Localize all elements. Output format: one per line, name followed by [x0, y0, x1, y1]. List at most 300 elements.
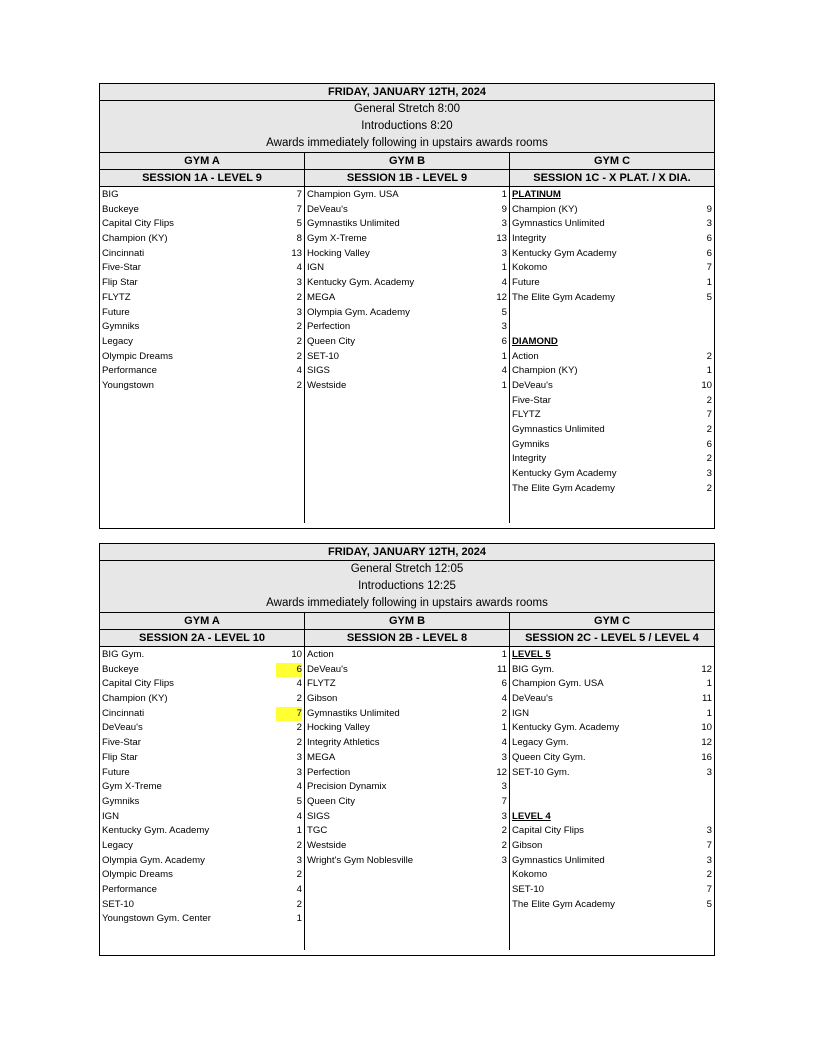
athlete-count: 1 [501, 189, 507, 200]
team-name: Queen City [307, 795, 355, 807]
team-row [510, 854, 714, 869]
gym-column [509, 187, 714, 523]
team-row [100, 306, 304, 321]
team-name: Legacy Gym. [512, 737, 569, 749]
team-name: Champion (KY) [512, 203, 578, 215]
athlete-count: 6 [706, 233, 712, 245]
team-row [100, 335, 304, 350]
team-row [305, 721, 509, 736]
schedule-header [100, 84, 714, 152]
athlete-count: 6 [276, 663, 302, 678]
athlete-count: 2 [296, 869, 302, 881]
athlete-count: 2 [501, 707, 507, 719]
gym-column [100, 647, 304, 950]
team-row [100, 707, 304, 722]
team-name: SET-10 [102, 898, 134, 910]
gym-column [304, 187, 509, 523]
team-row [305, 648, 509, 663]
athlete-count: 4 [501, 365, 507, 377]
team-name: Five-Star [512, 394, 551, 406]
athlete-count: 7 [706, 839, 712, 851]
team-row [510, 736, 714, 751]
team-row [510, 291, 714, 306]
level-heading [510, 810, 714, 825]
team-name: Gym X-Treme [102, 781, 162, 793]
team-name: FLYTZ [512, 409, 541, 421]
team-name: Champion Gym. USA [512, 678, 604, 690]
team-row [510, 408, 714, 423]
team-name: Integrity Athletics [307, 737, 380, 749]
team-row [510, 423, 714, 438]
athlete-count: 2 [706, 394, 712, 406]
team-name: Gymniks [102, 321, 140, 333]
team-row [100, 291, 304, 306]
team-name: PLATINUM [512, 189, 561, 200]
team-row [100, 912, 304, 927]
team-name: FLYTZ [307, 678, 336, 690]
athlete-count: 10 [291, 649, 302, 660]
team-name: Hocking Valley [307, 722, 370, 734]
team-name: IGN [307, 262, 325, 274]
session-columns [100, 186, 714, 523]
blank-row [510, 795, 714, 810]
team-row [305, 824, 509, 839]
athlete-count: 7 [296, 189, 302, 200]
athlete-count: 5 [706, 898, 712, 910]
team-name: Gymnastics Unlimited [512, 218, 605, 230]
team-name: Capital City Flips [102, 678, 174, 690]
athlete-count [698, 810, 712, 825]
gym-header-row [100, 152, 714, 169]
level-heading [510, 648, 714, 663]
athlete-count: 10 [701, 722, 712, 734]
team-row [305, 692, 509, 707]
team-row [510, 898, 714, 913]
athlete-count: 4 [296, 678, 302, 690]
schedule-date-title: FRIDAY, JANUARY 12TH, 2024 [100, 84, 714, 101]
team-name: DeVeau's [307, 663, 348, 675]
athlete-count: 3 [501, 751, 507, 763]
team-name: LEVEL 4 [512, 810, 551, 822]
athlete-count: 3 [706, 766, 712, 778]
athlete-count: 3 [501, 247, 507, 259]
team-name: Gymniks [102, 795, 140, 807]
team-name: BIG Gym. [512, 663, 555, 675]
athlete-count: 3 [296, 751, 302, 763]
team-row [305, 736, 509, 751]
team-row [305, 247, 509, 262]
team-name: Action [512, 350, 539, 362]
team-name: Olympia Gym. Academy [307, 306, 410, 318]
athlete-count: 3 [706, 854, 712, 866]
team-row [510, 364, 714, 379]
gym-column [509, 647, 714, 950]
team-name: Kokomo [512, 262, 548, 274]
team-row [510, 276, 714, 291]
athlete-count: 4 [501, 737, 507, 749]
team-row [510, 677, 714, 692]
gym-header: GYM B [304, 153, 509, 169]
team-row [100, 217, 304, 232]
athlete-count: 4 [296, 884, 302, 895]
team-name: Precision Dynamix [307, 781, 387, 793]
session-header: SESSION 1C - X PLAT. / X DIA. [509, 170, 714, 186]
athlete-count: 16 [701, 751, 712, 763]
team-row [510, 467, 714, 482]
athlete-count: 3 [706, 825, 712, 837]
team-row [100, 795, 304, 810]
blank-row [510, 780, 714, 795]
team-row [100, 854, 304, 869]
schedule-header [100, 544, 714, 612]
athlete-count: 4 [296, 365, 302, 377]
athlete-count: 6 [706, 247, 712, 259]
team-row [100, 276, 304, 291]
team-name: Olympia Gym. Academy [102, 854, 205, 866]
team-name: Champion (KY) [512, 365, 578, 377]
athlete-count: 4 [501, 693, 507, 705]
athlete-count: 2 [296, 291, 302, 303]
athlete-count: 2 [501, 839, 507, 851]
athlete-count: 11 [702, 693, 712, 705]
team-name: Cincinnati [102, 707, 145, 719]
athlete-count: 7 [706, 884, 712, 895]
team-row [100, 810, 304, 825]
team-row [100, 839, 304, 854]
schedule-info-line: Introductions 8:20 [361, 120, 453, 132]
team-row [510, 247, 714, 262]
athlete-count: 1 [706, 277, 712, 289]
athlete-count: 6 [706, 438, 712, 450]
team-row [510, 692, 714, 707]
team-row [305, 335, 509, 350]
team-row [305, 276, 509, 291]
athlete-count: 3 [501, 854, 507, 866]
gym-column [100, 187, 304, 523]
team-name: Capital City Flips [102, 218, 174, 230]
athlete-count: 13 [291, 247, 302, 259]
session-header: SESSION 2A - LEVEL 10 [139, 632, 265, 644]
team-name: Gymnastics Unlimited [512, 854, 605, 866]
team-name: Gym X-Treme [307, 233, 367, 245]
team-row [305, 203, 509, 218]
athlete-count: 3 [501, 781, 507, 793]
team-row [100, 648, 304, 663]
team-row [100, 868, 304, 883]
athlete-count: 11 [497, 663, 507, 675]
team-row [100, 320, 304, 335]
team-row [510, 261, 714, 276]
team-row [305, 677, 509, 692]
team-name: Perfection [307, 321, 351, 333]
team-name: LEVEL 5 [512, 649, 551, 660]
team-name: DIAMOND [512, 335, 558, 347]
team-row [100, 692, 304, 707]
team-name: Champion Gym. USA [307, 189, 399, 200]
team-row [100, 203, 304, 218]
athlete-count: 5 [296, 795, 302, 807]
team-name: Kokomo [512, 869, 548, 881]
athlete-count: 2 [706, 350, 712, 362]
athlete-count: 2 [706, 869, 712, 881]
athlete-count: 8 [296, 233, 302, 245]
gym-header-row [100, 612, 714, 629]
team-row [510, 766, 714, 781]
team-name: Integrity [512, 453, 547, 465]
team-name: SIGS [307, 810, 330, 822]
team-row [100, 261, 304, 276]
team-name: Westside [307, 379, 347, 391]
team-name: Gibson [512, 839, 543, 851]
session-header: SESSION 1B - LEVEL 9 [304, 170, 509, 186]
athlete-count: 7 [296, 203, 302, 215]
team-name: Future [102, 306, 130, 318]
athlete-count: 12 [496, 766, 507, 778]
athlete-count [698, 795, 712, 810]
team-name: Perfection [307, 766, 351, 778]
athlete-count [698, 306, 712, 321]
team-name: Kentucky Gym. Academy [102, 825, 210, 837]
team-row [510, 438, 714, 453]
athlete-count: 2 [296, 898, 302, 910]
team-row [305, 188, 509, 203]
team-name: IGN [512, 707, 530, 719]
team-row [510, 203, 714, 218]
athlete-count: 7 [276, 707, 302, 722]
team-row [305, 261, 509, 276]
blank-row [510, 306, 714, 321]
team-name: Legacy [102, 335, 133, 347]
team-name: SET-10 [512, 884, 544, 895]
athlete-count: 1 [706, 678, 712, 690]
team-name: Cincinnati [102, 247, 145, 259]
team-row [305, 350, 509, 365]
schedule-info-line: General Stretch 12:05 [350, 563, 464, 575]
schedule-info-line: Awards immediately following in upstairs awards rooms [266, 137, 548, 149]
athlete-count [698, 188, 712, 203]
blank-row [510, 320, 714, 335]
team-name: Flip Star [102, 277, 138, 289]
team-name: TGC [307, 825, 328, 837]
team-row [305, 306, 509, 321]
athlete-count: 2 [296, 693, 302, 705]
team-name: Kentucky Gym Academy [512, 247, 617, 259]
level-heading [510, 188, 714, 203]
athlete-count: 1 [501, 379, 507, 391]
team-row [305, 379, 509, 394]
athlete-count [698, 335, 712, 350]
athlete-count: 1 [296, 913, 302, 925]
team-row [510, 482, 714, 497]
team-row [100, 188, 304, 203]
team-row [100, 766, 304, 781]
schedule-table-2 [99, 543, 715, 956]
team-name: BIG [102, 189, 119, 200]
team-name: IGN [102, 810, 120, 822]
athlete-count: 2 [296, 321, 302, 333]
athlete-count: 2 [706, 424, 712, 435]
team-row [305, 854, 509, 869]
team-row [510, 707, 714, 722]
team-name: Youngstown Gym. Center [102, 913, 211, 925]
team-name: MEGA [307, 751, 336, 763]
team-name: FLYTZ [102, 291, 131, 303]
team-row [305, 663, 509, 678]
team-name: Five-Star [102, 737, 141, 749]
athlete-count: 3 [501, 810, 507, 822]
athlete-count: 2 [296, 839, 302, 851]
team-name: DeVeau's [102, 722, 143, 734]
team-name: Champion (KY) [102, 693, 168, 705]
team-row [100, 780, 304, 795]
athlete-count: 3 [296, 766, 302, 778]
team-row [305, 795, 509, 810]
team-row [100, 364, 304, 379]
team-row [305, 217, 509, 232]
level-heading [510, 335, 714, 350]
team-name: Westside [307, 839, 347, 851]
team-name: Gibson [307, 693, 338, 705]
team-name: Five-Star [102, 262, 141, 274]
athlete-count: 5 [706, 291, 712, 303]
team-row [100, 677, 304, 692]
team-row [100, 898, 304, 913]
team-name: Gymnastics Unlimited [512, 424, 605, 435]
team-row [510, 217, 714, 232]
team-name: MEGA [307, 291, 336, 303]
team-row [510, 868, 714, 883]
team-name: Future [512, 277, 540, 289]
team-name: Hocking Valley [307, 247, 370, 259]
athlete-count: 9 [706, 203, 712, 215]
team-name: Gymnastiks Unlimited [307, 218, 400, 230]
athlete-count: 1 [706, 365, 712, 377]
athlete-count: 6 [501, 335, 507, 347]
team-name: Queen City Gym. [512, 751, 586, 763]
team-row [510, 350, 714, 365]
athlete-count: 2 [706, 482, 712, 494]
team-row [510, 883, 714, 898]
athlete-count: 2 [296, 350, 302, 362]
athlete-count: 7 [706, 409, 712, 421]
gym-header: GYM C [509, 613, 714, 629]
athlete-count: 3 [296, 306, 302, 318]
team-row [100, 824, 304, 839]
team-row [305, 364, 509, 379]
athlete-count: 13 [496, 233, 507, 245]
team-name: Action [307, 649, 334, 660]
athlete-count: 10 [701, 379, 712, 391]
team-name: The Elite Gym Academy [512, 482, 615, 494]
gym-column [304, 647, 509, 950]
team-name: Capital City Flips [512, 825, 584, 837]
athlete-count: 2 [296, 737, 302, 749]
team-row [305, 810, 509, 825]
schedule-info-line: Awards immediately following in upstairs awards rooms [266, 597, 548, 609]
athlete-count: 3 [706, 218, 712, 230]
athlete-count [698, 780, 712, 795]
team-row [305, 766, 509, 781]
athlete-count: 3 [296, 277, 302, 289]
athlete-count: 12 [701, 663, 712, 675]
athlete-count: 3 [501, 218, 507, 230]
team-name: DeVeau's [307, 203, 348, 215]
gym-header: GYM C [509, 153, 714, 169]
athlete-count [698, 320, 712, 335]
athlete-count: 2 [296, 722, 302, 734]
athlete-count: 7 [706, 262, 712, 274]
team-name: Performance [102, 884, 157, 895]
team-name: Gymnastiks Unlimited [307, 707, 400, 719]
athlete-count: 12 [496, 291, 507, 303]
athlete-count: 1 [296, 825, 302, 837]
gym-header: GYM A [184, 615, 220, 627]
team-row [510, 232, 714, 247]
team-name: Buckeye [102, 663, 139, 675]
team-name: Legacy [102, 839, 133, 851]
gym-header: GYM B [304, 613, 509, 629]
session-columns [100, 646, 714, 950]
session-header: SESSION 1A - LEVEL 9 [142, 172, 262, 184]
athlete-count [698, 648, 712, 663]
athlete-count: 3 [296, 854, 302, 866]
team-row [305, 232, 509, 247]
athlete-count: 3 [706, 468, 712, 480]
team-name: SET-10 Gym. [512, 766, 570, 778]
athlete-count: 2 [296, 379, 302, 391]
athlete-count: 4 [296, 810, 302, 822]
schedule-date-title: FRIDAY, JANUARY 12TH, 2024 [100, 544, 714, 561]
athlete-count: 1 [501, 722, 507, 734]
team-name: Flip Star [102, 751, 138, 763]
team-row [305, 291, 509, 306]
session-header-row [100, 169, 714, 186]
athlete-count: 1 [706, 707, 712, 719]
athlete-count: 7 [501, 795, 507, 807]
team-name: Youngstown [102, 379, 154, 391]
team-name: Olympic Dreams [102, 869, 173, 881]
team-row [510, 394, 714, 409]
gym-header: GYM A [184, 155, 220, 167]
team-row [100, 663, 304, 678]
team-row [305, 751, 509, 766]
team-row [510, 839, 714, 854]
athlete-count: 5 [501, 306, 507, 318]
team-name: Queen City [307, 335, 355, 347]
team-name: Performance [102, 365, 157, 377]
team-name: Olympic Dreams [102, 350, 173, 362]
team-name: The Elite Gym Academy [512, 291, 615, 303]
athlete-count: 2 [296, 335, 302, 347]
team-row [305, 707, 509, 722]
team-name: Kentucky Gym. Academy [307, 277, 415, 289]
team-name: Wright's Gym Noblesville [307, 854, 414, 866]
athlete-count: 12 [701, 737, 712, 749]
team-row [305, 839, 509, 854]
team-row [510, 751, 714, 766]
team-name: The Elite Gym Academy [512, 898, 615, 910]
schedule-table-1 [99, 83, 715, 529]
team-row [305, 780, 509, 795]
team-row [100, 721, 304, 736]
team-name: DeVeau's [512, 379, 553, 391]
athlete-count: 4 [296, 781, 302, 793]
athlete-count: 2 [706, 453, 712, 465]
team-name: Integrity [512, 233, 547, 245]
athlete-count: 1 [501, 350, 507, 362]
session-header-row [100, 629, 714, 646]
schedule-info-line: General Stretch 8:00 [353, 103, 461, 115]
